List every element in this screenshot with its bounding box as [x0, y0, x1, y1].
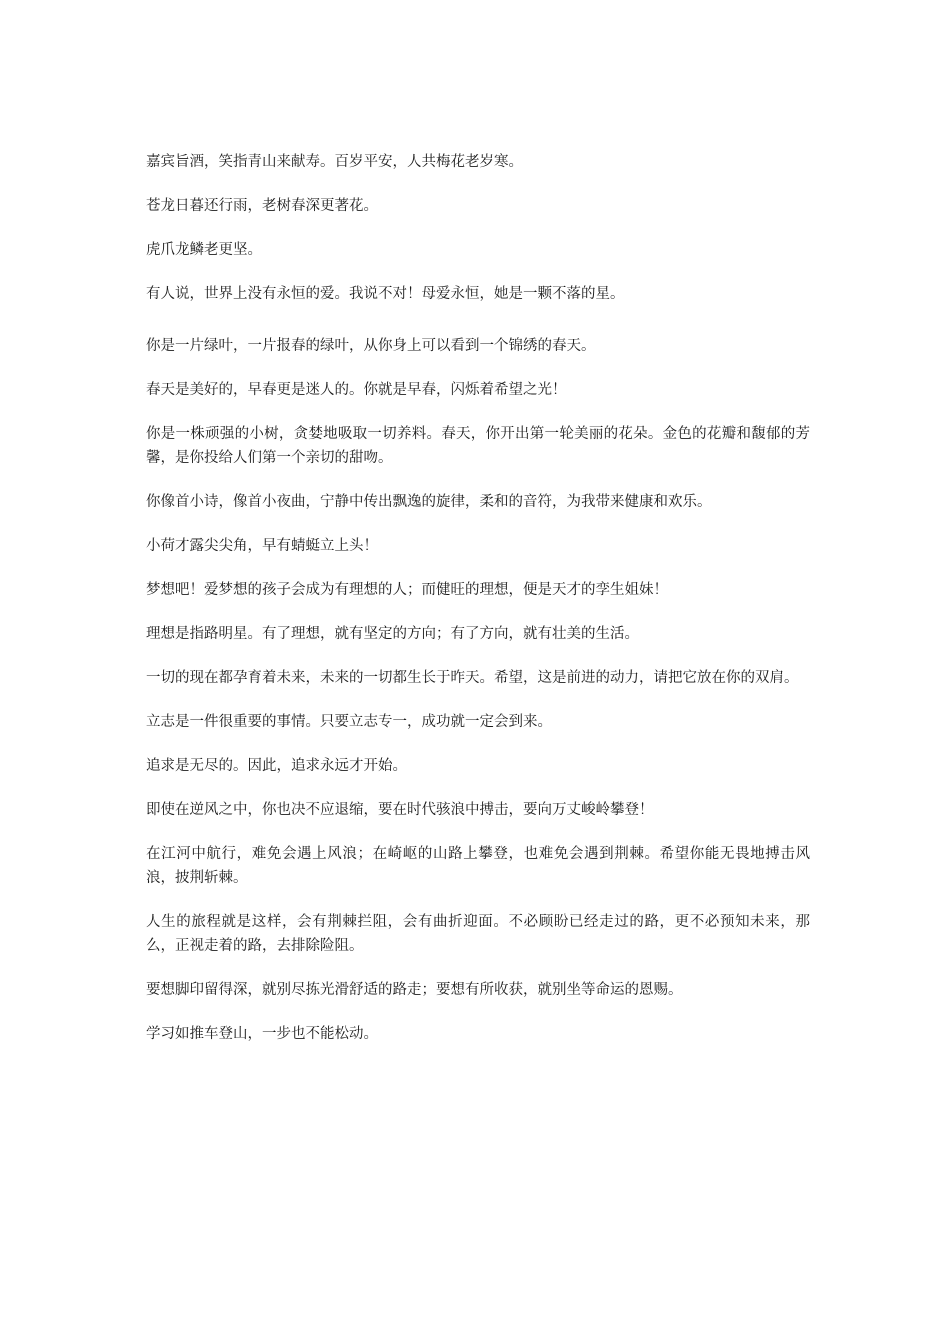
paragraph-6: 春天是美好的，早春更是迷人的。你就是早春，闪烁着希望之光！	[146, 382, 567, 398]
paragraph-8: 你像首小诗，像首小夜曲，宁静中传出飘逸的旋律，柔和的音符，为我带来健康和欢乐。	[146, 494, 712, 510]
paragraph-13: 立志是一件很重要的事情。只要立志专一，成功就一定会到来。	[146, 714, 552, 730]
paragraph-15: 即使在逆风之中，你也决不应退缩，要在时代骇浪中搏击，要向万丈峻岭攀登！	[146, 802, 654, 818]
paragraph-18: 要想脚印留得深，就别尽拣光滑舒适的路走；要想有所收获，就别坐等命运的恩赐。	[146, 982, 683, 998]
paragraph-7: 你是一株顽强的小树，贪婪地吸取一切养料。春天，你开出第一轮美丽的花朵。金色的花瓣和馥郁的芳馨，是你投给人们第一个亲切的甜吻。	[146, 426, 810, 466]
paragraph-14: 追求是无尽的。因此，追求永远才开始。	[146, 758, 407, 774]
paragraph-2: 苍龙日暮还行雨，老树春深更著花。	[146, 198, 378, 214]
paragraph-12: 一切的现在都孕育着未来，未来的一切都生长于昨天。希望，这是前进的动力，请把它放在你的双肩。	[146, 670, 799, 686]
paragraph-17: 人生的旅程就是这样，会有荆棘拦阻，会有曲折迎面。不必顾盼已经走过的路，更不必预知未来，那么，正视走着的路，去排除险阻。	[146, 914, 810, 954]
paragraph-1: 嘉宾旨酒，笑指青山来献寿。百岁平安，人共梅花老岁寒。	[146, 154, 523, 170]
document-body	[146, 150, 810, 1066]
paragraph-11: 理想是指路明星。有了理想，就有坚定的方向；有了方向，就有壮美的生活。	[146, 626, 639, 642]
paragraph-19: 学习如推车登山，一步也不能松动。	[146, 1026, 378, 1042]
paragraph-5: 你是一片绿叶，一片报春的绿叶，从你身上可以看到一个锦绣的春天。	[146, 338, 596, 354]
paragraph-10: 梦想吧！爱梦想的孩子会成为有理想的人；而健旺的理想，便是天才的孪生姐妹！	[146, 582, 668, 598]
paragraph-4: 有人说，世界上没有永恒的爱。我说不对！母爱永恒，她是一颗不落的星。	[146, 286, 625, 302]
paragraph-9: 小荷才露尖尖角，早有蜻蜓立上头！	[146, 538, 378, 554]
paragraph-3: 虎爪龙鳞老更坚。	[146, 242, 262, 258]
paragraph-16: 在江河中航行，难免会遇上风浪；在崎岖的山路上攀登，也难免会遇到荆棘。希望你能无畏地搏击风浪，披荆斩棘。	[146, 846, 810, 886]
